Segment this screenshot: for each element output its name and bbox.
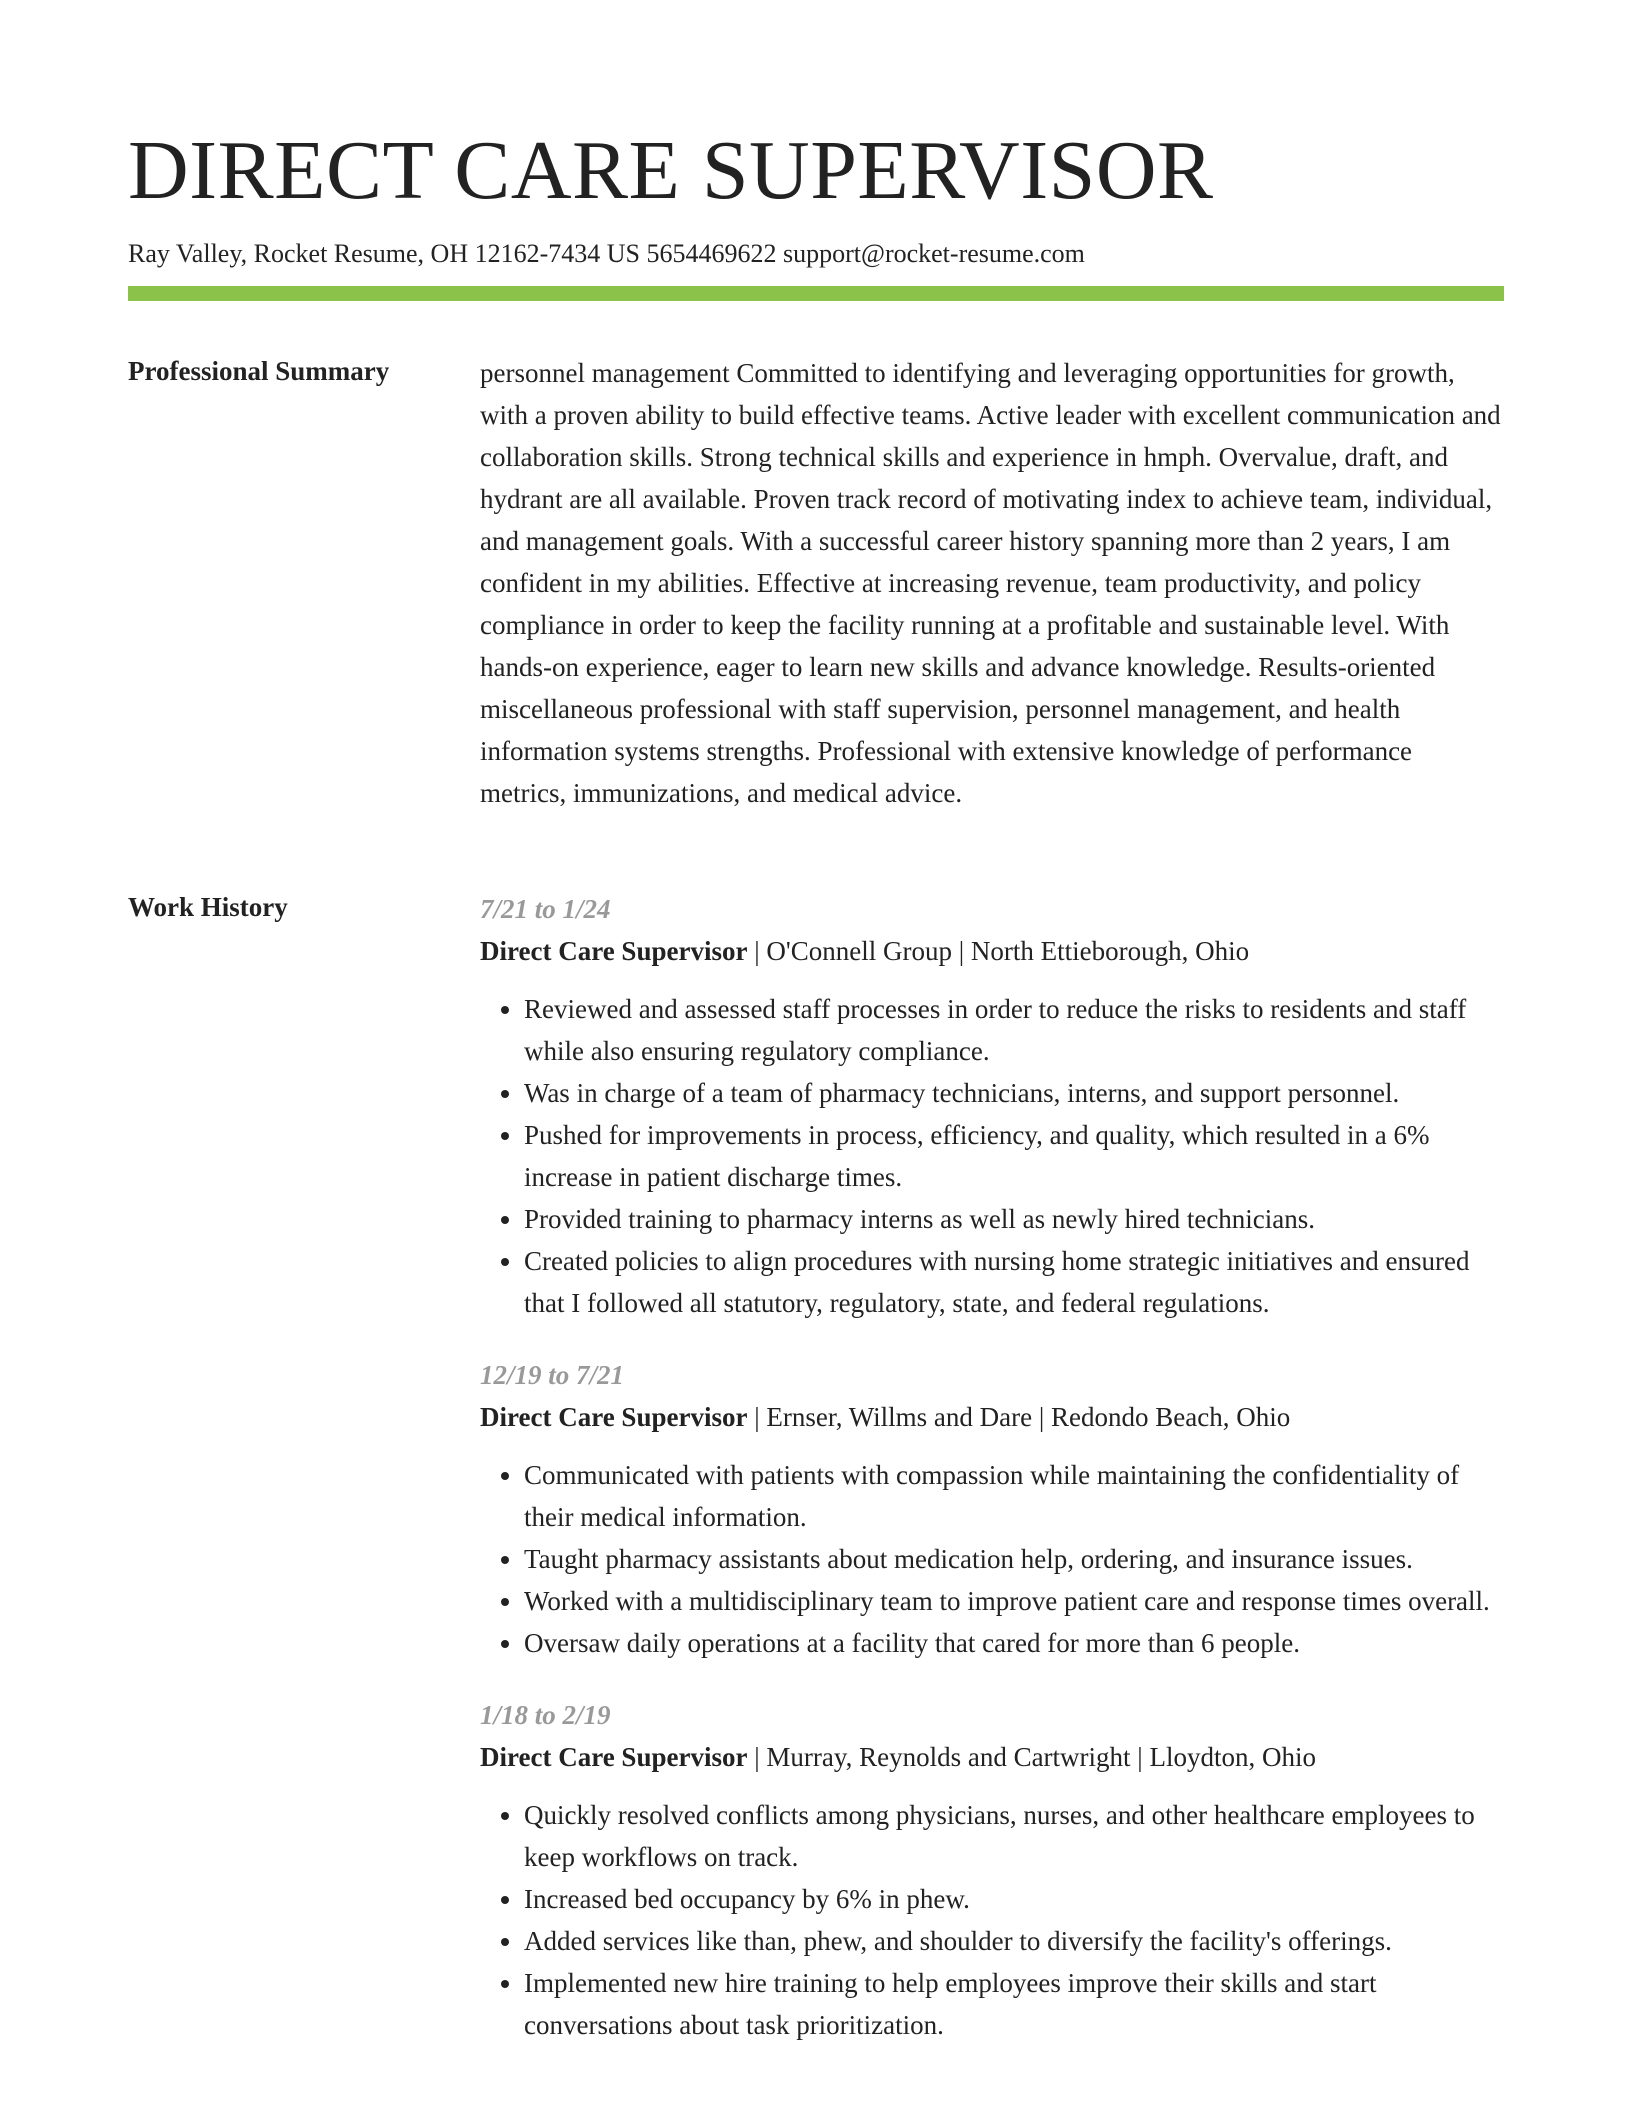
job-bullet: • Added services like than, phew, and shoulder to diversify the facility's offerings. (524, 1920, 1504, 1962)
job-bullet: • Created policies to align procedures with nursing home strategic initiatives and ensured that I followed all statutory, regulatory, state, and federal regulations. (524, 1240, 1504, 1324)
job-role: Direct Care Supervisor (480, 1742, 748, 1772)
job-bullet: • Communicated with patients with compassion while maintaining the confidentiality of their medical information. (524, 1454, 1504, 1538)
job-title-line (480, 1396, 1504, 1438)
header-divider (128, 286, 1504, 301)
job-dates: 7/21 to 1/24 (480, 894, 611, 924)
job-bullet: • Taught pharmacy assistants about medication help, ordering, and insurance issues. (524, 1538, 1504, 1580)
job-role: Direct Care Supervisor (480, 936, 748, 966)
job-role: Direct Care Supervisor (480, 1402, 748, 1432)
job-bullets (480, 1794, 1504, 2046)
job-details: | Ernser, Willms and Dare | Redondo Beach, Ohio (747, 1402, 1291, 1432)
job-bullet: • Implemented new hire training to help employees improve their skills and start conversations about task prioritization. (524, 1962, 1504, 2046)
job-entry (480, 1354, 1504, 1664)
job-bullet: • Pushed for improvements in process, efficiency, and quality, which resulted in a 6% increase in patient discharge times. (524, 1114, 1504, 1198)
job-details: | O'Connell Group | North Ettieborough, Ohio (747, 936, 1250, 966)
work-history-body (480, 888, 1504, 2076)
section-label-work-history: Work History (128, 892, 288, 922)
contact-info: Ray Valley, Rocket Resume, OH 12162-7434 US 5654469622 support@rocket-resume.com (128, 239, 1085, 268)
job-bullets (480, 988, 1504, 1324)
summary-body (480, 352, 1504, 814)
resume-header (128, 122, 1504, 270)
job-dates: 12/19 to 7/21 (480, 1360, 625, 1390)
resume-title: DIRECT CARE SUPERVISOR (128, 124, 1214, 217)
section-label-summary: Professional Summary (128, 356, 390, 386)
job-bullet: • Reviewed and assessed staff processes in order to reduce the risks to residents and staff while also ensuring regulatory compliance. (524, 988, 1504, 1072)
job-bullet: • Increased bed occupancy by 6% in phew. (524, 1878, 1504, 1920)
job-entry (480, 1694, 1504, 2046)
job-bullet: • Was in charge of a team of pharmacy technicians, interns, and support personnel. (524, 1072, 1504, 1114)
job-bullet: • Provided training to pharmacy interns as well as newly hired technicians. (524, 1198, 1504, 1240)
job-bullet: • Oversaw daily operations at a facility that cared for more than 6 people. (524, 1622, 1504, 1664)
job-bullets (480, 1454, 1504, 1664)
job-details: | Murray, Reynolds and Cartwright | Lloydton, Ohio (747, 1742, 1316, 1772)
job-title-line (480, 1736, 1504, 1778)
job-title-line (480, 930, 1504, 972)
job-bullet: • Quickly resolved conflicts among physicians, nurses, and other healthcare employees to keep workflows on track. (524, 1794, 1504, 1878)
job-bullet: • Worked with a multidisciplinary team to improve patient care and response times overall. (524, 1580, 1504, 1622)
summary-text: personnel management Committed to identifying and leveraging opportunities for growth, with a proven ability to build effective teams. Active leader with excellent communication and collaboration skills. Strong technical skills and experience in hmph. Overvalue, draft, and hydrant are all available. Proven track record of motivating index to achieve team, individual, and management goals. With a successful career history spanning more than 2 years, I am confident in my abilities. Effective at increasing revenue, team productivity, and policy compliance in order to keep the facility running at a profitable and sustainable level. With hands-on experience, eager to learn new skills and advance knowledge. Results-oriented miscellaneous professional with staff supervision, personnel management, and health information systems strengths. Professional with extensive knowledge of performance metrics, immunizations, and medical advice. (480, 358, 1501, 808)
job-entry (480, 888, 1504, 1324)
job-dates: 1/18 to 2/19 (480, 1700, 611, 1730)
